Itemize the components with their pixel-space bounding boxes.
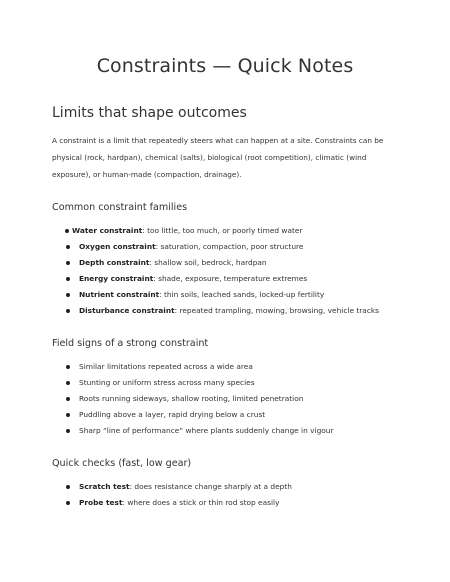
list-item: Scratch test: does resistance change sharply at a depth xyxy=(52,479,398,495)
list-item: Nutrient constraint: thin soils, leached sands, locked-up fertility xyxy=(52,287,398,303)
list-item: Puddling above a layer, rapid drying below a crust xyxy=(52,407,398,423)
list-item: Probe test: where does a stick or thin rod stop easily xyxy=(52,495,398,511)
families-list xyxy=(52,223,398,319)
bullet-icon xyxy=(66,397,70,401)
section-heading-signs: Field signs of a strong constraint xyxy=(52,338,209,349)
list-item: Roots running sideways, shallow rooting, limited penetration xyxy=(52,391,398,407)
section-heading-checks: Quick checks (fast, low gear) xyxy=(52,458,192,469)
bullet-icon xyxy=(66,429,70,433)
page-title: Constraints — Quick Notes xyxy=(96,55,354,77)
list-item: Water constraint: too little, too much, or poorly timed water xyxy=(52,223,398,239)
bullet-icon xyxy=(66,245,70,249)
checks-list xyxy=(52,479,398,511)
bullet-icon xyxy=(66,277,70,281)
list-item: Stunting or uniform stress across many species xyxy=(52,375,398,391)
section-heading-families: Common constraint families xyxy=(52,202,188,213)
section-heading-limits: Limits that shape outcomes xyxy=(52,105,247,121)
bullet-icon xyxy=(66,365,70,369)
list-item: Energy constraint: shade, exposure, temperature extremes xyxy=(52,271,398,287)
list-item: Disturbance constraint: repeated trampling, mowing, browsing, vehicle tracks xyxy=(52,303,398,319)
bullet-icon xyxy=(66,309,70,313)
bullet-icon xyxy=(66,413,70,417)
bullet-icon xyxy=(66,293,70,297)
list-item: Sharp “line of performance” where plants suddenly change in vigour xyxy=(52,423,398,439)
bullet-icon xyxy=(66,381,70,385)
bullet-icon xyxy=(66,261,70,265)
bullet-icon xyxy=(65,229,69,233)
bullet-icon xyxy=(66,501,70,505)
list-item: Depth constraint: shallow soil, bedrock, hardpan xyxy=(52,255,398,271)
bullet-icon xyxy=(66,485,70,489)
intro-paragraph: A constraint is a limit that repeatedly steers what can happen at a site. Constraints can be physical (rock, hardpan), chemical (salts), biological (root competition), climatic (wind exposure), or human-made (compaction, drainage). xyxy=(52,136,384,179)
list-item: Similar limitations repeated across a wide area xyxy=(52,359,398,375)
list-item: Oxygen constraint: saturation, compaction, poor structure xyxy=(52,239,398,255)
signs-list xyxy=(52,359,398,439)
